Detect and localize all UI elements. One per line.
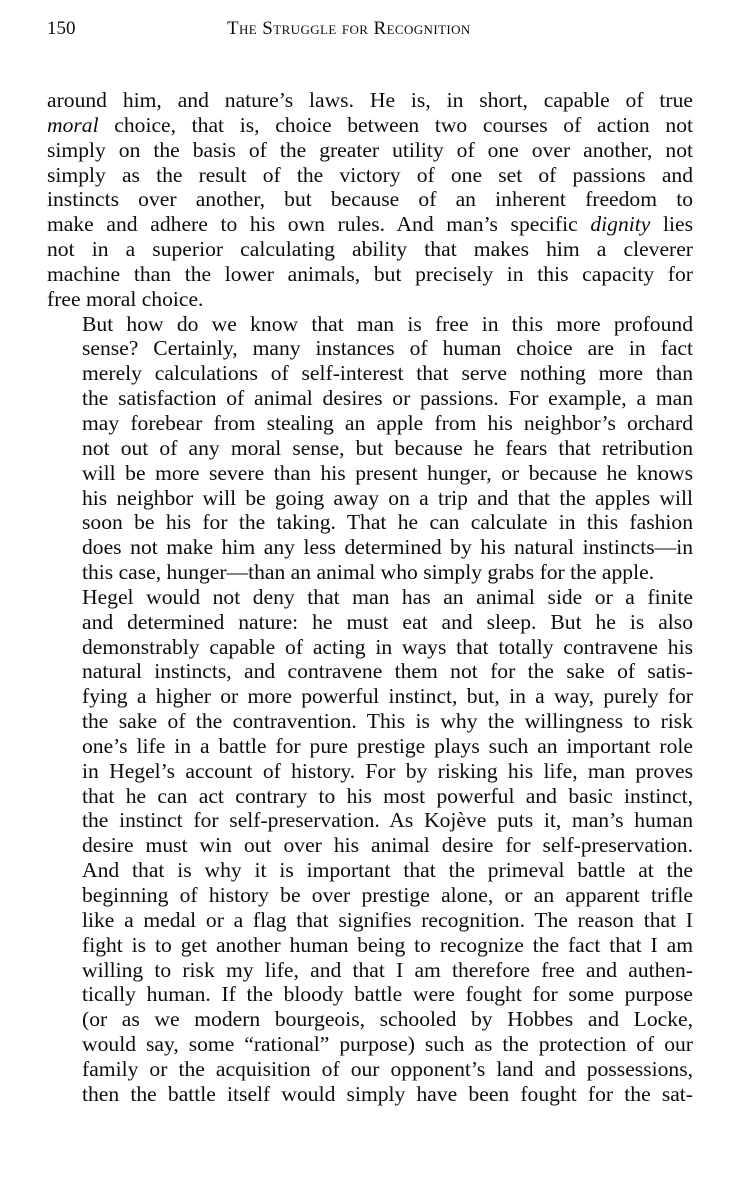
text-line — [47, 585, 693, 610]
text-line — [47, 510, 693, 535]
text-run: (or as we modern bourgeois, schooled by Hobbes and Locke, — [82, 1007, 693, 1032]
text-run: instincts over another, but because of an inherent freedom to — [47, 187, 693, 212]
text-line — [47, 560, 693, 585]
text-run: machine than the lower animals, but precisely in this capacity for — [47, 261, 693, 286]
text-run: would say, some “rational” purpose) such as the protection of our — [82, 1032, 693, 1057]
text-line — [47, 784, 693, 809]
text-run: that he can act contrary to his most powerful and basic instinct, — [82, 783, 693, 808]
text-line — [47, 486, 693, 511]
text-line — [47, 759, 693, 784]
text-run: beginning of history be over prestige alone, or an apparent trifle — [82, 883, 693, 907]
text-run: may forebear from stealing an apple from his neighbor’s orchard — [82, 410, 693, 435]
text-run: But how do we know that man is free in this more profound — [82, 311, 693, 336]
italic-text: dignity — [590, 212, 651, 237]
text-line — [47, 659, 693, 684]
text-line — [47, 113, 693, 138]
text-run: not in a superior calculating ability that makes him a cleverer — [47, 237, 693, 262]
paragraph — [47, 312, 693, 585]
text-run: this case, hunger—than an animal who simply grabs for the apple. — [82, 560, 655, 585]
text-line — [47, 187, 693, 212]
text-line — [47, 982, 693, 1007]
text-line — [47, 287, 693, 312]
text-run: Hegel would not deny that man has an animal side or a finite — [82, 584, 693, 609]
text-run: then the battle itself would simply have been fought for the sat- — [82, 1081, 693, 1106]
text-line — [47, 1007, 693, 1032]
text-run: merely calculations of self-interest that serve nothing more than — [82, 361, 693, 386]
text-run: demonstrably capable of acting in ways that totally contravene his — [82, 634, 693, 659]
text-line — [47, 361, 693, 386]
text-run: simply on the basis of the greater utility of one over another, not — [47, 137, 693, 162]
text-line — [47, 709, 693, 734]
text-run: fight is to get another human being to recognize the fact that I am — [82, 932, 693, 957]
text-run: his neighbor will be going away on a trip and that the apples will — [82, 485, 693, 510]
text-line — [47, 933, 693, 958]
text-run: one’s life in a battle for pure prestige plays such an important role — [82, 733, 693, 758]
book-page — [47, 14, 693, 1107]
text-line — [47, 411, 693, 436]
text-line — [47, 734, 693, 759]
text-run: in Hegel’s account of history. For by risking his life, man proves — [82, 758, 693, 783]
text-line — [47, 535, 693, 560]
text-line — [47, 833, 693, 858]
text-run: fying a higher or more powerful instinct, but, in a way, purely for — [82, 684, 693, 709]
text-run: will be more severe than his present hunger, or because he knows — [82, 460, 693, 485]
text-line — [47, 237, 693, 262]
text-run: tically human. If the bloody battle were fought for some purpose — [82, 982, 693, 1007]
text-line — [47, 908, 693, 933]
running-head — [47, 14, 693, 44]
text-line — [47, 262, 693, 287]
page-number: 150 — [47, 18, 76, 39]
paragraph — [47, 88, 693, 312]
text-run: simply as the result of the victory of one set of passions and — [47, 162, 693, 187]
text-line — [47, 610, 693, 635]
paragraph — [47, 585, 693, 1107]
text-line — [47, 163, 693, 188]
text-line — [47, 684, 693, 709]
text-run: willing to risk my life, and that I am therefore free and authen- — [82, 957, 693, 982]
running-title: The Struggle for Recognition — [227, 18, 471, 39]
text-run: around him, and nature’s laws. He is, in short, capable of true — [47, 88, 693, 112]
text-line — [47, 386, 693, 411]
text-line — [47, 808, 693, 833]
text-run: free moral choice. — [47, 286, 204, 311]
text-run: make and adhere to his own rules. And man’s specific — [47, 212, 591, 237]
text-run: like a medal or a flag that signifies recognition. The reason that I — [82, 907, 693, 932]
italic-text: moral — [47, 112, 99, 137]
text-run: lies — [650, 212, 693, 237]
text-run: soon be his for the taking. That he can calculate in this fashion — [82, 510, 693, 535]
text-run: does not make him any less determined by his natural instincts—in — [82, 535, 693, 560]
text-line — [47, 635, 693, 660]
text-line — [47, 336, 693, 361]
text-line — [47, 436, 693, 461]
text-line — [47, 312, 693, 337]
text-run: choice, that is, choice between two courses of action not — [98, 112, 693, 137]
text-line — [47, 883, 693, 908]
text-run: the instinct for self-preservation. As Kojève puts it, man’s human — [82, 808, 693, 833]
text-line — [47, 138, 693, 163]
text-run: family or the acquisition of our opponent’s land and possessions, — [82, 1056, 693, 1081]
text-line — [47, 1082, 693, 1107]
text-line — [47, 1057, 693, 1082]
text-line — [47, 461, 693, 486]
text-line — [47, 1032, 693, 1057]
text-line — [47, 858, 693, 883]
text-line — [47, 88, 693, 113]
text-run: the sake of the contravention. This is why the willingness to risk — [82, 709, 693, 734]
text-run: And that is why it is important that the primeval battle at the — [82, 858, 693, 883]
text-run: sense? Certainly, many instances of human choice are in fact — [82, 336, 693, 361]
text-run: the satisfaction of animal desires or passions. For example, a man — [82, 386, 693, 411]
body-text — [47, 88, 693, 1107]
text-run: natural instincts, and contravene them not for the sake of satis- — [82, 659, 693, 684]
text-line — [47, 212, 693, 237]
text-line — [47, 958, 693, 983]
text-run: not out of any moral sense, but because he fears that retribution — [82, 435, 693, 460]
text-run: desire must win out over his animal desire for self-preservation. — [82, 833, 693, 858]
text-run: and determined nature: he must eat and sleep. But he is also — [82, 609, 693, 634]
